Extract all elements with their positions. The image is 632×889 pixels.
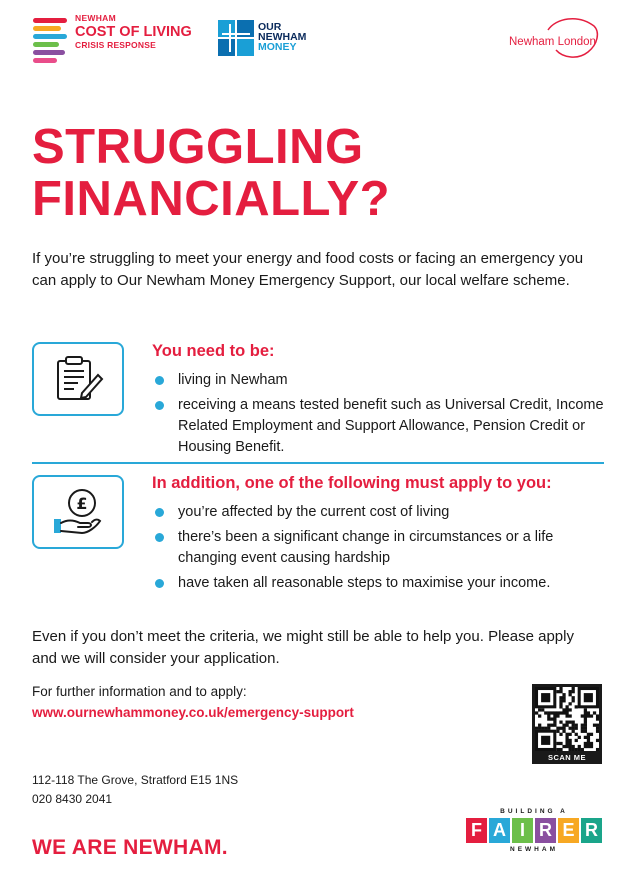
fairer-letter: R [535,818,556,843]
stripe [33,18,67,23]
stripes-icon [33,18,67,63]
headline-line1: STRUGGLING [32,120,364,174]
phone-number: 020 8430 2041 [32,792,113,806]
intro-paragraph: If you’re struggling to meet your energy and food costs or facing an emergency you can apply to Our Newham Money Emergency Support, our local welfare scheme. [32,250,584,289]
headline-line2: FINANCIALLY? [32,171,391,226]
onm-mark-icon [218,20,254,56]
qr-label: SCAN ME [547,753,587,762]
apply-link[interactable]: www.ournewhammoney.co.uk/emergency-support [32,705,354,720]
newham-london-text: Newham London [509,36,596,48]
info-label: For further information and to apply: [32,684,247,699]
list-item: living in Newham [155,370,605,391]
col-logo-line2: COST OF LIVING [75,23,192,40]
hand-coin-icon-box [32,475,124,549]
fairer-letter: A [489,818,510,843]
svg-text:£: £ [76,494,88,513]
fairer-letter: R [581,818,602,843]
building-a-fairer-newham-logo [464,808,604,853]
address-block [32,771,238,809]
stripe [33,34,67,39]
fairer-bottom-text: NEWHAM [510,846,558,853]
stripe [33,50,65,55]
list-item: there’s been a significant change in circumstances or a life changing event causing hardship [155,527,605,569]
col-logo-line3: CRISIS RESPONSE [75,40,156,50]
list-item: receiving a means tested benefit such as Universal Credit, Income Related Employment and Support Allowance, Pension Credit or Housing Benefit. [155,395,605,458]
section1-title: You need to be: [152,342,275,360]
qr-code-icon [535,687,599,751]
onm-line2: NEWHAM [258,31,307,44]
fairer-letter: F [466,818,487,843]
fairer-letter: E [558,818,579,843]
section2-title: In addition, one of the following must apply to you: [152,474,552,492]
clipboard-pencil-icon [52,355,104,403]
stripe [33,42,59,47]
list-item: you’re affected by the current cost of living [155,502,605,523]
section1-list [155,370,605,462]
fairer-top-text: BUILDING A [500,808,568,815]
onm-line3: MONEY [258,40,297,53]
tagline: WE ARE NEWHAM. [32,836,228,859]
section-divider [32,462,604,464]
fairer-letters [464,818,604,843]
hand-pound-coin-icon [52,487,104,537]
section2-list [155,502,605,598]
criteria-note: Even if you don’t meet the criteria, we might still be able to help you. Please apply and we will consider your application. [32,628,574,667]
clipboard-icon-box [32,342,124,416]
stripe [33,26,61,31]
cost-of-living-logo [33,14,192,63]
col-logo-line1: NEWHAM [75,13,116,23]
newham-london-logo [508,16,600,60]
onm-line1: OUR [258,21,282,34]
address-line: 112-118 The Grove, Stratford E15 1NS [32,773,239,787]
our-newham-money-logo [218,20,306,56]
page-title [32,122,390,226]
stripe [33,58,57,63]
qr-code[interactable] [532,684,602,764]
fairer-letter: I [512,818,533,843]
list-item: have taken all reasonable steps to maximise your income. [155,573,605,594]
